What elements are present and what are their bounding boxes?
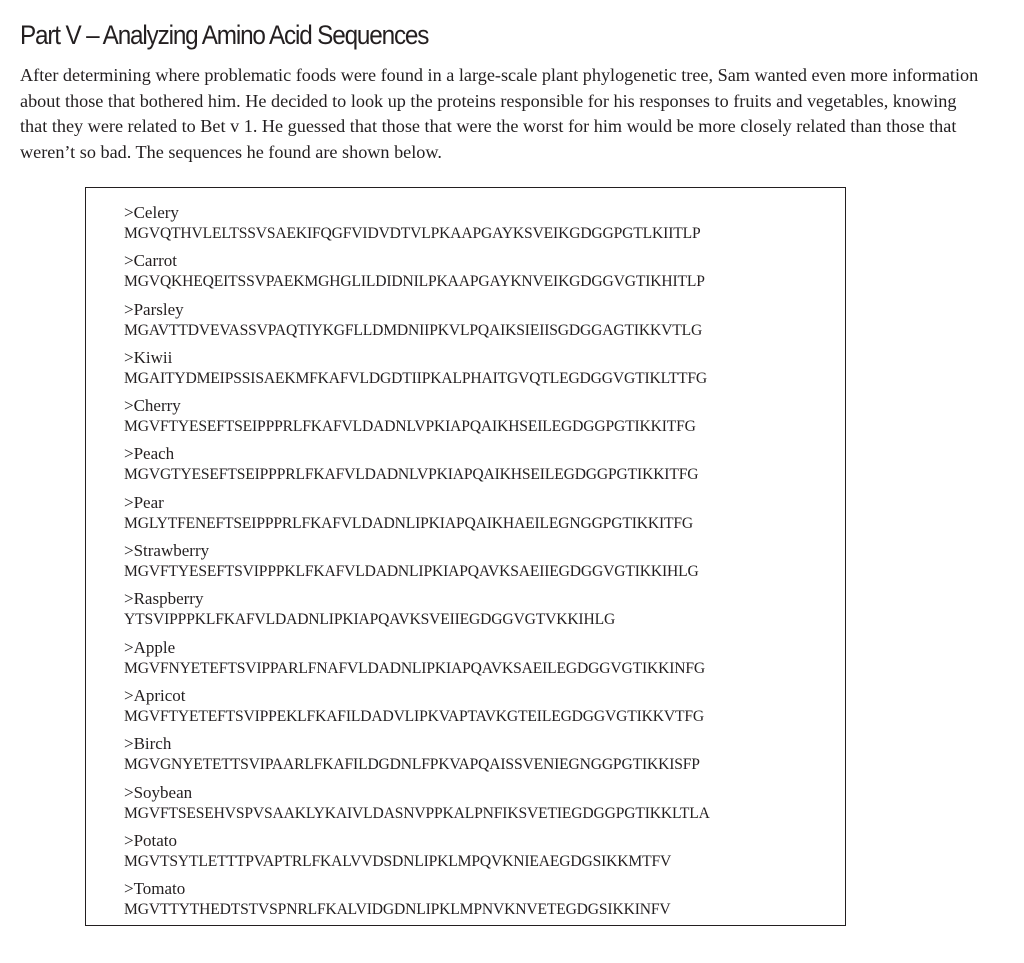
sequence-residues: MGVQKHEQEITSSVPAEKMGHGLILDIDNILPKAAPGAYKNVEIKGDGGVGTIKHITLP [124,273,705,291]
sequence-entry [124,492,710,540]
sequence-entry [124,830,710,878]
sequence-residues: MGVGTYESEFTSEIPPPRLFKAFVLDADNLVPKIAPQAIKHSEILEGDGGPGTIKKITFG [124,466,699,484]
sequence-residues: MGAVTTDVEVASSVPAQTIYKGFLLDMDNIIPKVLPQAIKSIEIISGDGGAGTIKKVTLG [124,321,703,339]
sequence-residues: YTSVIPPPKLFKAFVLDADNLIPKIAPQAVKSVEIIEGDGGVGTVKKIHLG [124,611,616,629]
sequence-residues: MGAITYDMEIPSSISAEKMFKAFVLDGDTIIPKALPHAITGVQTLEGDGGVGTIKLTTFG [124,369,707,387]
sequence-name: >Kiwii [124,347,173,367]
sequence-residues: MGVFTSESEHVSPVSAAKLYKAIVLDASNVPPKALPNFIKSVETIEGDGGPGTIKKLTLA [124,804,710,822]
sequence-residues: MGVFNYETEFTSVIPPARLFNAFVLDADNLIPKIAPQAVKSAEILEGDGGVGTIKKINFG [124,659,705,677]
sequence-name: >Tomato [124,879,186,899]
sequence-entry [124,347,710,395]
sequence-name: >Carrot [124,251,178,271]
sequence-name: >Peach [124,444,175,464]
sequence-entry [124,299,710,347]
sequence-name: >Pear [124,492,164,512]
sequence-residues: MGVFTYESEFTSEIPPPRLFKAFVLDADNLVPKIAPQAIKHSEILEGDGGPGTIKKITFG [124,418,696,436]
sequence-list [124,202,710,926]
sequence-entry [124,202,710,250]
sequence-name: >Strawberry [124,541,210,561]
sequence-box [85,187,846,926]
sequence-entry [124,878,710,926]
sequence-residues: MGVFTYETEFTSVIPPEKLFKAFILDADVLIPKVAPTAVKGTEILEGDGGVGTIKKVTFG [124,707,705,725]
sequence-entry [124,250,710,298]
sequence-name: >Celery [124,203,179,222]
sequence-name: >Potato [124,830,178,850]
sequence-residues: MGLYTFENEFTSEIPPPRLFKAFVLDADNLIPKIAPQAIKHAEILEGNGGPGTIKKITFG [124,514,694,532]
sequence-name: >Apple [124,637,176,657]
sequence-entry [124,395,710,443]
sequence-residues: MGVFTYESEFTSVIPPPKLFKAFVLDADNLIPKIAPQAVKSAEIIEGDGGVGTIKKIHLG [124,563,699,581]
sequence-residues: MGVQTHVLELTSSVSAEKIFQGFVIDVDTVLPKAAPGAYKSVEIKGDGGPGTLKIITLP [124,225,701,242]
sequence-entry [124,685,710,733]
sequence-entry [124,443,710,491]
sequence-entry [124,540,710,588]
sequence-entry [124,588,710,636]
sequence-residues: MGVTSYTLETTTPVAPTRLFKALVVDSDNLIPKLMPQVKNIEAEGDGSIKKMTFV [124,852,672,870]
sequence-entry [124,782,710,830]
intro-paragraph: After determining where problematic foods were found in a large-scale plant phylogenetic tree, Sam wanted even more information about those that bothered him. He decided to look up the proteins responsible for his responses to fruits and vegetables, knowing that they were related to Bet v 1. He guessed that those that were the worst for him would be more closely related than those that weren’t so bad. The sequences he found are shown below. [20,65,979,163]
sequence-residues: MGVGNYETETTSVIPAARLFKAFILDGDNLFPKVAPQAISSVENIEGNGGPGTIKKISFP [124,756,700,774]
sequence-name: >Raspberry [124,589,204,609]
sequence-entry [124,733,710,781]
section-heading: Part V – Analyzing Amino Acid Sequences [20,20,429,50]
sequence-name: >Birch [124,734,172,754]
sequence-name: >Parsley [124,299,184,319]
sequence-name: >Apricot [124,685,186,705]
sequence-residues: MGVTTYTHEDTSTVSPNRLFKALVIDGDNLIPKLMPNVKNVETEGDGSIKKINFV [124,901,671,919]
sequence-name: >Soybean [124,782,193,802]
sequence-entry [124,637,710,685]
sequence-name: >Cherry [124,396,181,416]
